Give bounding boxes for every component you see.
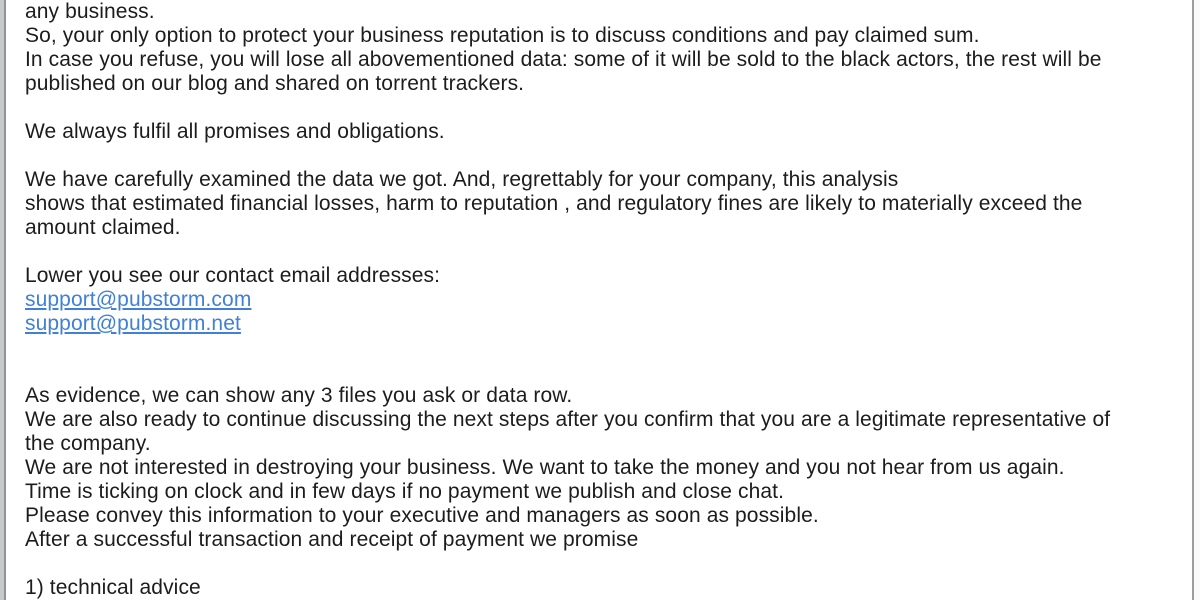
text-line [25, 168, 1185, 192]
text-line-content: amount claimed. [25, 216, 181, 239]
text-line [25, 192, 1185, 216]
blank-line [25, 144, 1185, 168]
text-line-content: Time is ticking on clock and in few days if no payment we publish and close chat. [25, 480, 785, 503]
text-line [25, 480, 1185, 504]
text-line-content: In case you refuse, you will lose all abovementioned data: some of it will be sold to the black actors, the rest will be [25, 48, 1102, 71]
blank-line [25, 360, 1185, 384]
text-line-content: Please convey this information to your executive and managers as soon as possible. [25, 504, 819, 527]
text-line [25, 576, 1185, 600]
text-line [25, 72, 1185, 96]
text-line [25, 408, 1185, 432]
email-link[interactable]: support@pubstorm.net [25, 312, 241, 335]
text-line-content: We always fulfil all promises and obligations. [25, 120, 445, 143]
text-line-content: As evidence, we can show any 3 files you ask or data row. [25, 384, 573, 407]
right-gutter [1194, 0, 1200, 600]
text-line [25, 288, 1185, 312]
text-line [25, 384, 1185, 408]
text-line [25, 456, 1185, 480]
text-line [25, 120, 1185, 144]
text-line [25, 528, 1185, 552]
text-line-content: 1) technical advice [25, 576, 201, 599]
text-line-content: any business. [25, 0, 155, 23]
text-line-content: shows that estimated financial losses, harm to reputation , and regulatory fines are likely to materially exceed the [25, 192, 1083, 215]
text-line [25, 264, 1185, 288]
text-line-content: We are not interested in destroying your business. We want to take the money and you not hear from us again. [25, 456, 1065, 479]
document-body [25, 0, 1185, 600]
text-line [25, 0, 1185, 24]
text-line-content: We are also ready to continue discussing the next steps after you confirm that you are a legitimate representative of [25, 408, 1111, 431]
email-link[interactable]: support@pubstorm.com [25, 288, 252, 311]
text-line-content: We have carefully examined the data we got. And, regrettably for your company, this analysis [25, 168, 899, 191]
text-line-content: After a successful transaction and receipt of payment we promise [25, 528, 639, 551]
blank-line [25, 240, 1185, 264]
text-line [25, 216, 1185, 240]
text-line [25, 24, 1185, 48]
text-line-content: So, your only option to protect your business reputation is to discuss conditions and pay claimed sum. [25, 24, 980, 47]
blank-line [25, 96, 1185, 120]
text-line-content: Lower you see our contact email addresses: [25, 264, 441, 287]
text-line-content: the company. [25, 432, 151, 455]
text-line [25, 312, 1185, 336]
text-line [25, 432, 1185, 456]
page-border-left [4, 0, 6, 600]
blank-line [25, 336, 1185, 360]
text-line [25, 48, 1185, 72]
text-line-content: published on our blog and shared on torrent trackers. [25, 72, 525, 95]
text-line [25, 504, 1185, 528]
blank-line [25, 552, 1185, 576]
